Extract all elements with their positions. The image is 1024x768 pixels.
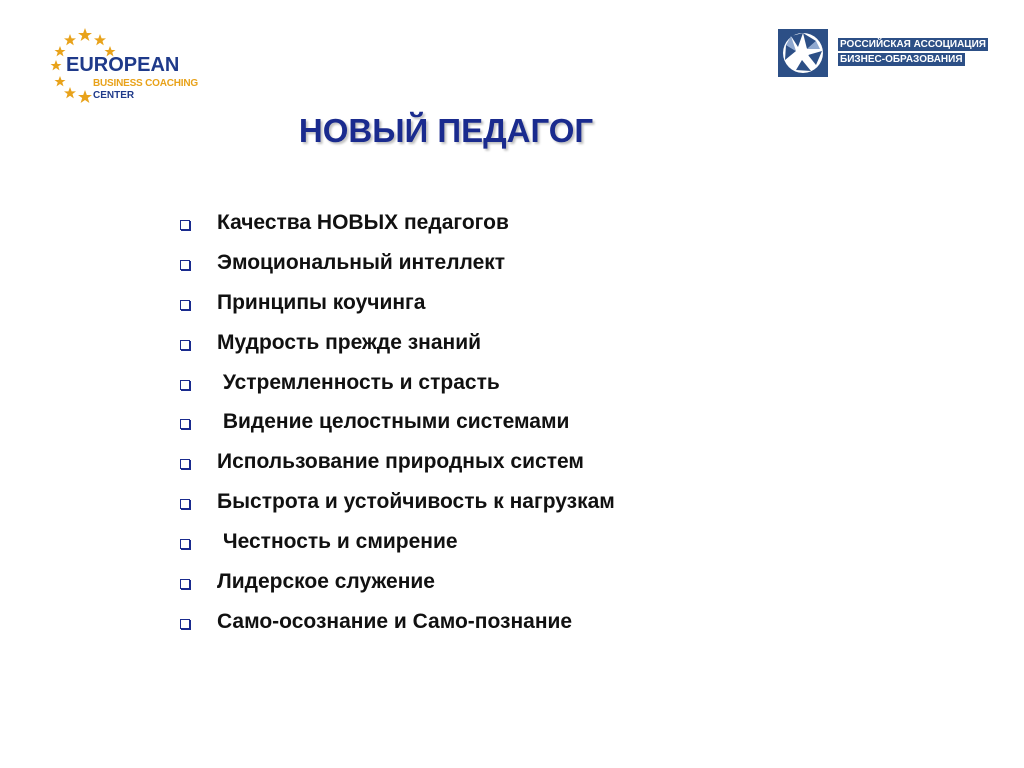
list-item — [180, 482, 615, 522]
list-item — [180, 363, 615, 403]
aperture-icon — [776, 27, 830, 79]
hollow-square-bullet-icon — [180, 499, 190, 509]
european-business-coaching-center-logo — [48, 26, 218, 106]
list-item-text: Лидерское служение — [217, 569, 435, 593]
list-item — [180, 442, 615, 482]
list-item-text: Честность и смирение — [217, 530, 458, 554]
list-item-text: Устремленность и страсть — [217, 370, 500, 394]
hollow-square-bullet-icon — [180, 539, 190, 549]
logo-word-center: CENTER — [93, 90, 135, 101]
list-item — [180, 283, 615, 323]
bullet-list — [180, 203, 615, 642]
list-item — [180, 402, 615, 442]
hollow-square-bullet-icon — [180, 300, 190, 310]
hollow-square-bullet-icon — [180, 579, 190, 589]
hollow-square-bullet-icon — [180, 459, 190, 469]
list-item — [180, 562, 615, 602]
hollow-square-bullet-icon — [180, 419, 190, 429]
list-item-text: Эмоциональный интеллект — [217, 250, 506, 274]
hollow-square-bullet-icon — [180, 619, 190, 629]
list-item-text: Мудрость прежде знаний — [217, 330, 482, 354]
list-item-text: Использование природных систем — [217, 450, 584, 474]
logo-line-1: РОССИЙСКАЯ АССОЦИАЦИЯ — [840, 39, 986, 50]
hollow-square-bullet-icon — [180, 220, 190, 230]
russian-business-education-association-logo — [776, 27, 986, 79]
list-item — [180, 323, 615, 363]
list-item-text: Принципы коучинга — [217, 290, 426, 314]
list-item — [180, 602, 615, 642]
list-item — [180, 522, 615, 562]
list-item-text: Видение целостными системами — [217, 410, 570, 434]
logo-word-business-coaching: BUSINESS COACHING — [93, 78, 198, 89]
hollow-square-bullet-icon — [180, 340, 190, 350]
logo-line-2: БИЗНЕС-ОБРАЗОВАНИЯ — [840, 54, 963, 65]
list-item-text: Быстрота и устойчивость к нагрузкам — [217, 490, 615, 514]
list-item-text: Само-осознание и Само-познание — [217, 609, 573, 633]
hollow-square-bullet-icon — [180, 260, 190, 270]
hollow-square-bullet-icon — [180, 380, 190, 390]
slide-title: НОВЫЙ ПЕДАГОГ — [298, 112, 594, 149]
list-item-text: Качества НОВЫХ педагогов — [217, 210, 509, 234]
list-item — [180, 203, 615, 243]
logo-word-european: EUROPEAN — [66, 54, 180, 76]
list-item — [180, 243, 615, 283]
